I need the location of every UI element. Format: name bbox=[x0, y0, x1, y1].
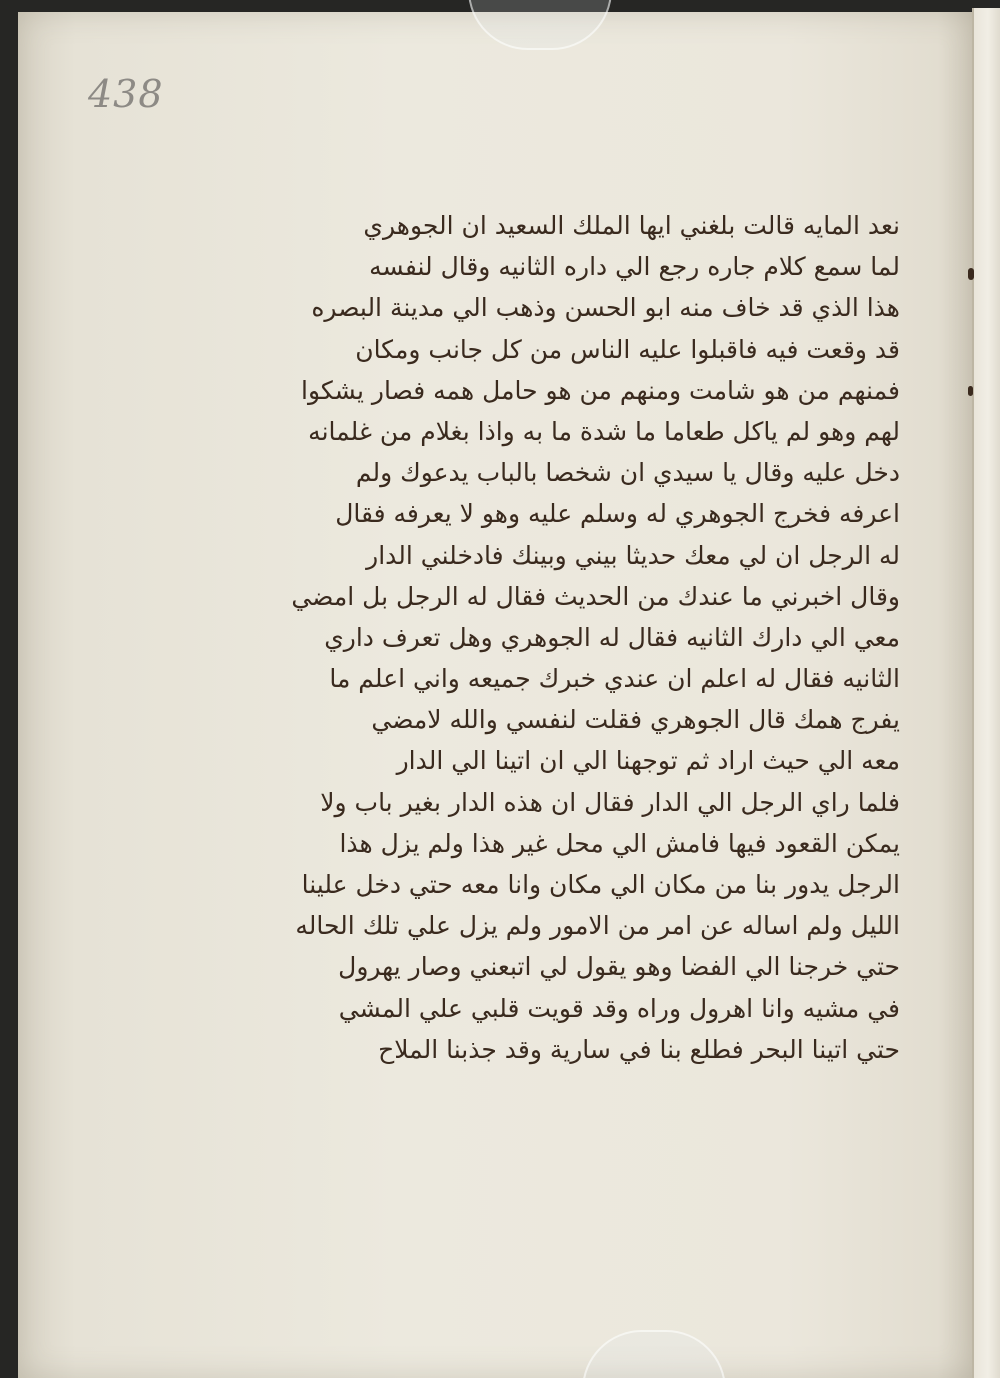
ink-mark bbox=[968, 386, 973, 396]
text-line: فلما راي الرجل الي الدار فقال ان هذه الدار بغير باب ولا bbox=[320, 787, 900, 817]
text-line: دخل عليه وقال يا سيدي ان شخصا بالباب يدعوك ولم bbox=[355, 458, 900, 488]
text-line: معي الي دارك الثانيه فقال له الجوهري وهل تعرف داري bbox=[324, 622, 900, 652]
text-line: في مشيه وانا اهرول وراه وقد قويت قلبي علي المشي bbox=[338, 993, 900, 1023]
text-line: يفرج همك قال الجوهري فقلت لنفسي والله لامضي bbox=[371, 705, 900, 735]
text-line: لما سمع كلام جاره رجع الي داره الثانيه وقال لنفسه bbox=[369, 252, 900, 282]
manuscript-text bbox=[240, 205, 900, 1070]
text-line: حتي خرجنا الي الفضا وهو يقول لي اتبعني وصار يهرول bbox=[338, 952, 900, 982]
text-line: معه الي حيث اراد ثم توجهنا الي ان اتينا الي الدار bbox=[396, 746, 900, 776]
text-line: قد وقعت فيه فاقبلوا عليه الناس من كل جانب ومكان bbox=[355, 334, 900, 364]
text-line: فمنهم من هو شامت ومنهم من هو حامل همه فصار يشكوا bbox=[301, 375, 900, 405]
folio-number: 438 bbox=[88, 72, 164, 116]
facing-page-edge bbox=[972, 8, 1000, 1378]
text-line: يمكن القعود فيها فامش الي محل غير هذا ولم يزل هذا bbox=[339, 828, 900, 858]
text-line: لهم وهو لم ياكل طعاما ما شدة ما به واذا بغلام من غلمانه bbox=[308, 416, 900, 446]
text-line: اعرفه فخرج الجوهري له وسلم عليه وهو لا يعرفه فقال bbox=[335, 499, 900, 529]
text-line: له الرجل ان لي معك حديثا بيني وبينك فادخلني الدار bbox=[366, 540, 900, 570]
text-line: هذا الذي قد خاف منه ابو الحسن وذهب الي مدينة البصره bbox=[311, 293, 900, 323]
text-line: وقال اخبرني ما عندك من الحديث فقال له الرجل بل امضي bbox=[291, 581, 900, 611]
text-line: حتي اتينا البحر فطلع بنا في سارية وقد جذبنا الملاح bbox=[378, 1034, 900, 1064]
text-line: الليل ولم اساله عن امر من الامور ولم يزل علي تلك الحاله bbox=[295, 911, 900, 941]
ink-mark bbox=[968, 268, 974, 280]
text-line: الثانيه فقال له اعلم ان عندي خبرك جميعه واني اعلم ما bbox=[329, 664, 900, 694]
text-line: الرجل يدور بنا من مكان الي مكان وانا معه حتي دخل علينا bbox=[301, 870, 900, 899]
text-line: نعد المايه قالت بلغني ايها الملك السعيد ان الجوهري bbox=[363, 211, 900, 240]
